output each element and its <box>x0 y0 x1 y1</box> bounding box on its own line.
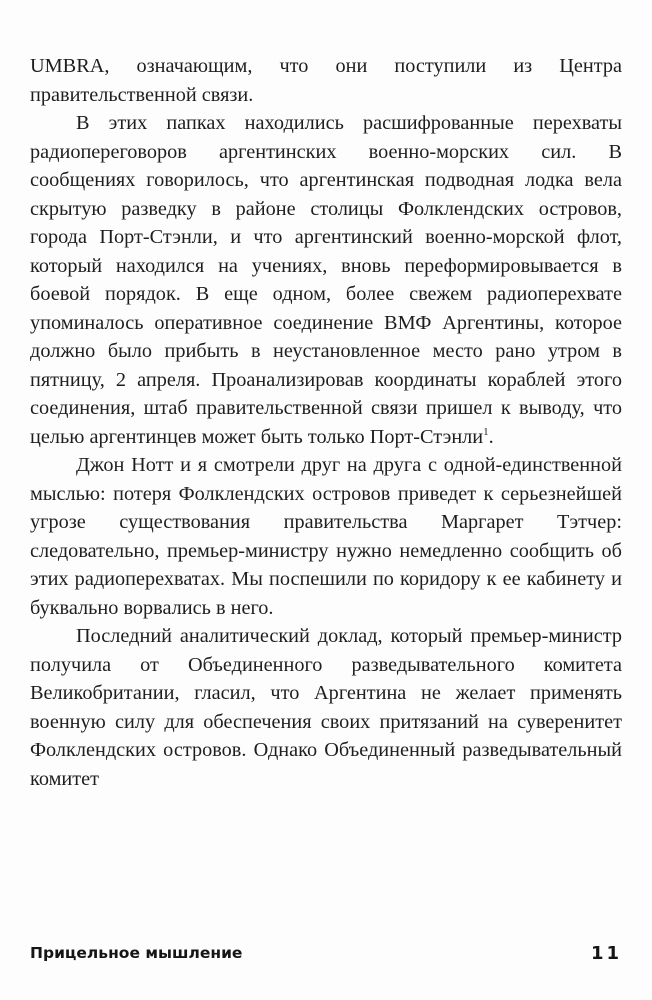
body-text <box>30 52 622 793</box>
paragraph-1-text: UMBRA, означающим, что они поступили из Центра правительственной связи. <box>30 55 622 106</box>
paragraph-2-text: В этих папках находились расшифрованные перехваты радиопереговоров аргентинских военно-морских сил. В сообщениях говорилось, что аргентинская подводная лодка вела скрытую разведку в районе столицы Фолклендских островов, города Порт-Стэнли, и что аргентинский военно-морской флот, который находился на учениях, вновь переформировывается в боевой порядок. В еще одном, более свежем радиоперехвате упоминалось оперативное соединение ВМФ Аргентины, которое должно было прибыть в неустановленное место рано утром в пятницу, 2 апреля. Проанализировав координаты кораблей этого соединения, штаб правительственной связи пришел к выводу, что целью аргентинцев может быть только Порт-Стэнли <box>30 112 622 448</box>
paragraph-3-text: Джон Нотт и я смотрели друг на друга с одной-единственной мыслью: потеря Фолклендских островов приведет к серьезнейшей угрозе существования правительства Маргарет Тэтчер: следовательно, премьер-министру нужно немедленно сообщить об этих радиоперехватах. Мы поспешили по коридору к ее кабинету и буквально ворвались в него. <box>30 454 622 619</box>
paragraph-2-tail: . <box>488 425 494 448</box>
running-title: Прицельное мышление <box>30 944 243 962</box>
page-footer <box>30 941 622 965</box>
paragraph-1 <box>30 52 622 109</box>
footnote-marker: 1 <box>483 425 489 438</box>
paragraph-2 <box>30 109 622 451</box>
paragraph-3 <box>30 451 622 622</box>
page-number: 11 <box>590 942 622 964</box>
paragraph-4-text: Последний аналитический доклад, который премьер-министр получила от Объединенного разведывательного комитета Великобритании, гласил, что Аргентина не желает применять военную силу для обеспечения своих притязаний на суверенитет Фолклендских островов. Однако Объединенный разведывательный комитет <box>30 625 622 790</box>
paragraph-4 <box>30 622 622 793</box>
